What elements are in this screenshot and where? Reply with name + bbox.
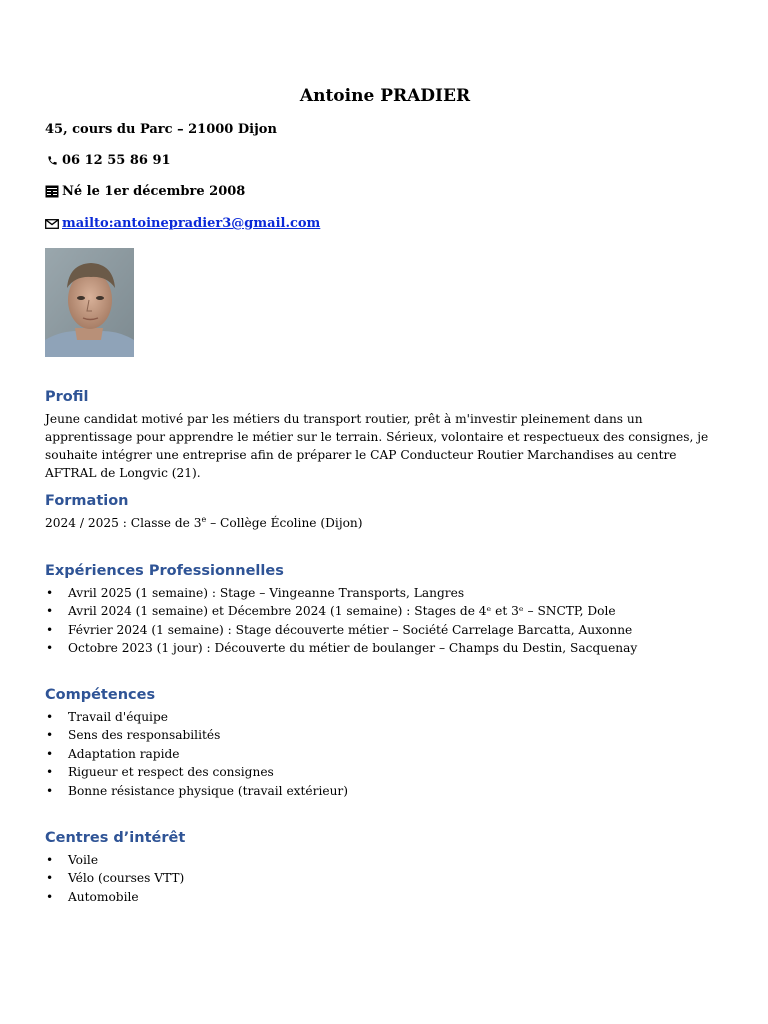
- bullet-icon: •: [46, 853, 54, 867]
- address-line: [45, 122, 277, 137]
- interest-item: Vélo (courses VTT): [68, 871, 185, 886]
- list-item: [45, 602, 725, 620]
- address-text: 45, cours du Parc – 21000 Dijon: [45, 122, 277, 137]
- email-link[interactable]: mailto:antoinepradier3@gmail.com: [62, 216, 321, 231]
- bullet-icon: •: [46, 746, 54, 761]
- list-item: [45, 869, 725, 887]
- list-item: [45, 726, 725, 744]
- list-item: [45, 763, 725, 781]
- formation-text: [45, 514, 725, 532]
- phone-text: 06 12 55 86 91: [62, 153, 171, 168]
- interest-item: Automobile: [68, 889, 139, 904]
- bullet-icon: •: [46, 765, 54, 780]
- competence-item: Bonne résistance physique (travail extérieur): [68, 783, 349, 798]
- experience-item: Octobre 2023 (1 jour) : Découverte du métier de boulanger – Champs du Destin, Sacquenay: [68, 641, 638, 656]
- bullet-icon: •: [46, 728, 54, 743]
- calendar-icon: [45, 185, 59, 199]
- competence-item: Rigueur et respect des consignes: [68, 765, 274, 780]
- profile-photo: [45, 248, 134, 357]
- bullet-icon: •: [46, 710, 54, 724]
- list-item: [45, 621, 725, 639]
- bullet-icon: •: [46, 641, 54, 656]
- bullet-icon: •: [46, 889, 54, 904]
- list-item: [45, 584, 725, 602]
- list-item: [45, 888, 725, 906]
- formation-text-sup: e: [201, 514, 207, 524]
- profil-text: Jeune candidat motivé par les métiers du transport routier, prêt à m'investir pleinement dans un apprentissage pour apprendre le métier sur le terrain. Sérieux, volontaire et respectueux des consignes, je souhaite intégrer une entreprise afin de préparer le CAP Conducteur Routier Marchandises au centre AFTRAL de Longvic (21).: [45, 412, 709, 480]
- formation-text-start: 2024 / 2025 : Classe de 3: [45, 516, 202, 530]
- email-line: [45, 216, 320, 231]
- birth-text: Né le 1er décembre 2008: [62, 184, 246, 199]
- formation-text-end: – Collège Écoline (Dijon): [206, 516, 363, 530]
- competences-list: [45, 708, 725, 800]
- bullet-icon: •: [46, 604, 54, 619]
- experience-item: Avril 2024 (1 semaine) et Décembre 2024 (1 semaine) : Stages de 4ᵉ et 3ᵉ – SNCTP, Dole: [68, 604, 616, 619]
- interest-item: Voile: [68, 853, 99, 867]
- list-item: [45, 782, 725, 800]
- competence-item: Travail d'équipe: [68, 710, 168, 724]
- experience-item: Avril 2025 (1 semaine) : Stage – Vingeanne Transports, Langres: [68, 586, 465, 600]
- birth-line: [45, 184, 245, 199]
- section-title-formation: Formation: [45, 493, 129, 509]
- list-item: [45, 851, 725, 869]
- section-title-competences: Compétences: [45, 687, 156, 703]
- competence-item: Adaptation rapide: [68, 746, 180, 761]
- section-title-profil: Profil: [45, 389, 89, 405]
- section-title-interets: Centres d’intérêt: [45, 830, 186, 846]
- experiences-list: [45, 584, 725, 658]
- experience-item: Février 2024 (1 semaine) : Stage découverte métier – Société Carrelage Barcatta, Auxonne: [68, 622, 633, 637]
- envelope-icon: [45, 217, 59, 231]
- list-item: [45, 708, 725, 726]
- list-item: [45, 745, 725, 763]
- bullet-icon: •: [46, 622, 54, 637]
- interets-list: [45, 851, 725, 906]
- candidate-name: Antoine PRADIER: [299, 86, 471, 106]
- bullet-icon: •: [46, 586, 54, 600]
- competence-item: Sens des responsabilités: [68, 728, 221, 743]
- bullet-icon: •: [46, 871, 54, 886]
- phone-line: [45, 153, 171, 168]
- phone-icon: [45, 154, 59, 168]
- bullet-icon: •: [46, 783, 54, 798]
- section-title-experiences: Expériences Professionnelles: [45, 563, 284, 579]
- list-item: [45, 639, 725, 657]
